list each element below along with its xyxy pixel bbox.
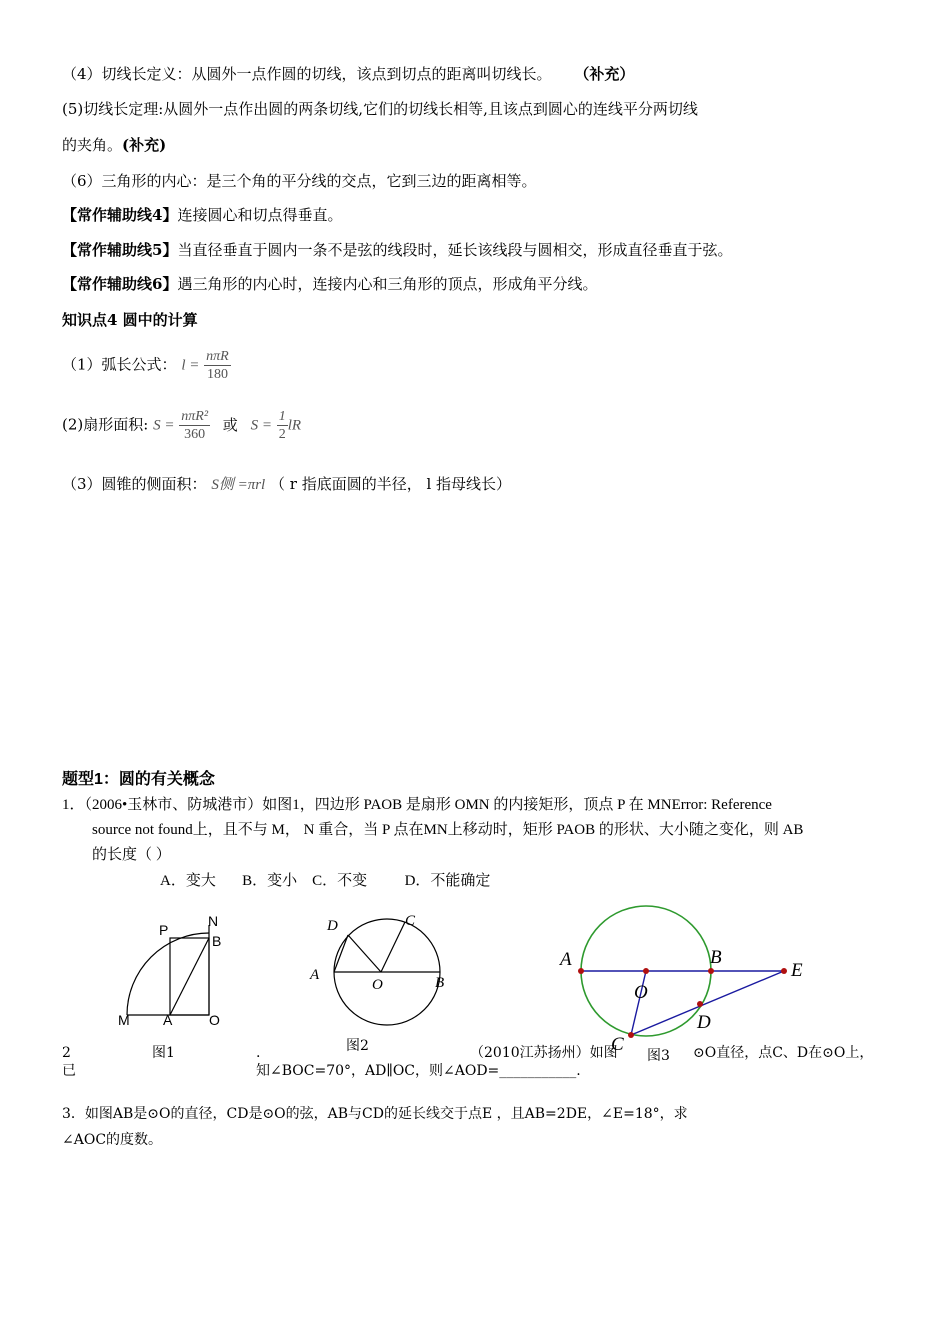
cone-note: （ r 指底面圆的半径， l 指母线长） [270, 475, 512, 493]
arc-num: nπR [206, 349, 229, 364]
fig2-oc-line [381, 922, 405, 972]
fig3-point-e [781, 968, 787, 974]
aux5-text: 当直径垂直于圆内一条不是弦的线段时，延长该线段与圆相交，形成直径垂直于弦。 [177, 241, 733, 259]
fig2-label-a: A [310, 967, 320, 983]
sector-den: 360 [184, 427, 206, 442]
type-title: 题型1：圆的有关概念 [62, 771, 215, 788]
q2-dot: . [256, 1045, 261, 1061]
fig1-label-a: A [163, 1012, 173, 1028]
fig1-ab-line [170, 938, 209, 1015]
fig1-arc [127, 933, 209, 1015]
arc-label: （1）弧长公式： [62, 355, 177, 374]
fig3-point-d [697, 1001, 703, 1007]
fig3-oc-line [631, 971, 646, 1035]
fig3-label-d: D [697, 1012, 711, 1033]
figure-1 [110, 905, 230, 1035]
fig3-label-o: O [634, 982, 648, 1003]
cone-formula: S侧 =πrl [211, 477, 266, 493]
knowledge-line-4 [62, 64, 634, 84]
fig3-point-o [643, 968, 649, 974]
fig1-label-o: O [209, 1012, 220, 1028]
line4-tag: （补充） [574, 65, 635, 83]
arc-length-formula [62, 348, 231, 383]
fig1-caption: 图1 [152, 1045, 175, 1061]
sector-fraction2 [277, 408, 288, 443]
q2-text2: 知∠BOC=70°，AD∥OC，则∠AOD=___________. [256, 1063, 581, 1079]
sector-lhs: S = [153, 417, 175, 434]
q2-source: （2010江苏扬州）如图 [470, 1045, 618, 1061]
fig3-point-b [708, 968, 714, 974]
fig3-label-a: A [560, 949, 572, 970]
q2-text1: ⊙O直径，点C、D在⊙O上， [693, 1045, 874, 1061]
q3-line2: ∠AOC的度数。 [62, 1132, 163, 1148]
aux4-text: 连接圆心和切点得垂直。 [177, 206, 343, 224]
fig1-label-b: B [212, 933, 222, 949]
fig2-caption: 图2 [346, 1038, 369, 1054]
fig3-label-b: B [710, 947, 722, 968]
aux-line-5 [62, 240, 732, 260]
fig1-label-p: P [159, 922, 169, 938]
line5-tag: (补充) [122, 136, 167, 154]
aux-line-6 [62, 274, 597, 294]
cone-label: （3）圆锥的侧面积： [62, 475, 207, 493]
line5b-text: 的夹角。 [62, 136, 123, 154]
aux5-tag: 【常作辅助线5】 [62, 241, 178, 259]
line4-text: （4）切线长定义：从圆外一点作圆的切线，该点到切点的距离叫切线长。 [62, 65, 552, 83]
q1-line2: source not found上，且不与 M， N 重合，当 P 点在MN上移动时，矩形 PAOB 的形状、大小随之变化，则 AB [92, 822, 804, 838]
knowledge-line-5a: (5)切线长定理:从圆外一点作出圆的两条切线,它们的切线长相等,且该点到圆心的连线平分两切线 [62, 100, 698, 118]
fig2-label-d: D [327, 918, 338, 934]
fig2-label-b: B [435, 975, 445, 991]
sector-or: 或 [222, 415, 238, 434]
aux6-text: 遇三角形的内心时，连接内心和三角形的顶点，形成角平分线。 [177, 275, 598, 293]
fig2-ad-line [334, 935, 348, 972]
cone-area-formula [62, 474, 511, 495]
aux4-tag: 【常作辅助线4】 [62, 206, 178, 224]
q2-number: 2 [62, 1045, 71, 1061]
fig2-label-o: O [372, 977, 383, 993]
knowledge-line-6: （6）三角形的内心：是三个角的平分线的交点，它到三边的距离相等。 [62, 172, 537, 190]
figure-3 [555, 900, 815, 1050]
fig2-label-c: C [405, 913, 416, 929]
fig1-label-m: M [118, 1012, 130, 1028]
section4-title: 知识点4 圆中的计算 [62, 311, 198, 329]
figure-2 [305, 905, 455, 1035]
arc-den: 180 [206, 367, 228, 382]
q1-line1: 1．（2006•玉林市、防城港市）如图1，四边形 PAOB 是扇形 OMN 的内接矩形，顶点 P 在 MNError: Reference [62, 797, 772, 813]
arc-fraction [204, 348, 231, 383]
arc-lhs: l = [181, 357, 200, 374]
aux6-tag: 【常作辅助线6】 [62, 275, 178, 293]
q1-line3: 的长度（ ） [92, 847, 171, 863]
sector-lhs2: S = [250, 417, 272, 434]
knowledge-line-5b [62, 135, 166, 155]
sector-area-formula [62, 408, 301, 443]
fig1-label-n: N [208, 913, 219, 929]
q1-options: A．变大 B．变小 C．不变 D．不能确定 [160, 873, 491, 889]
sector-num: nπR² [181, 409, 209, 424]
sector-num2: 1 [278, 409, 286, 424]
fig3-point-c [628, 1032, 634, 1038]
sector-den2: 2 [278, 427, 286, 442]
sector-tail: lR [287, 417, 302, 434]
fig3-label-e: E [791, 960, 803, 981]
fig2-od-line [348, 935, 381, 972]
fig3-label-c: C [611, 1034, 624, 1050]
q3-line1: 3．如图AB是⊙O的直径，CD是⊙O的弦，AB与CD的延长线交于点E ，且AB=2DE，∠E=18°，求 [62, 1106, 688, 1122]
fig3-caption: 图3 [647, 1048, 670, 1064]
sector-fraction [179, 408, 210, 443]
sector-label: (2)扇形面积: [62, 415, 149, 434]
q2-already: 已 [62, 1063, 76, 1079]
aux-line-4 [62, 205, 342, 225]
fig3-point-a [578, 968, 584, 974]
